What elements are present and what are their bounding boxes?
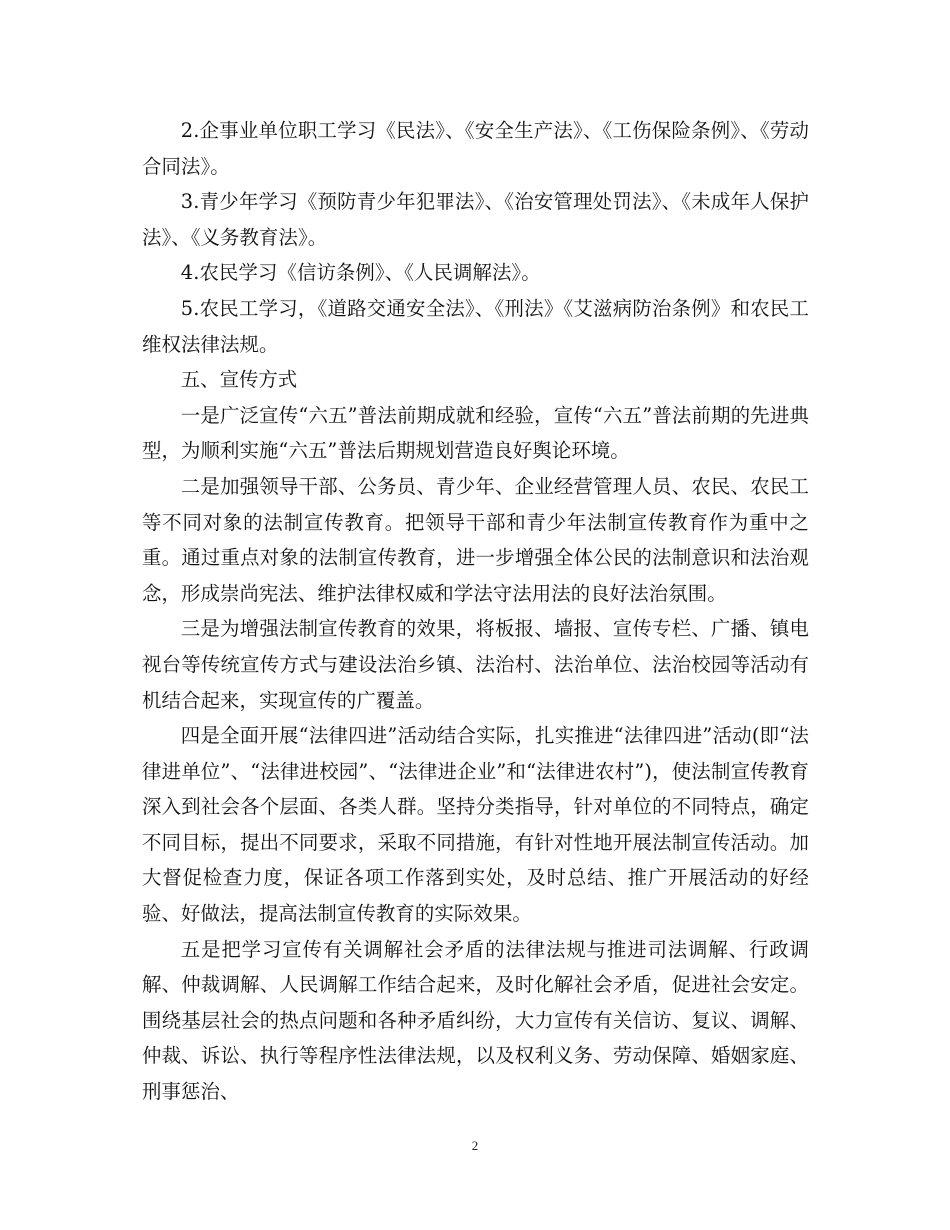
section-heading: 五、宣传方式 xyxy=(180,368,298,392)
list-item-youth: 3.青少年学习《预防青少年犯罪法》、《治安管理处罚法》、《未成年人保护法》、《义务教育法》。 xyxy=(142,190,809,249)
list-item-farmers: 4.农民学习《信访条例》、《人民调解法》。 xyxy=(180,261,541,285)
list-item-migrant-workers: 5.农民工学习，《道路交通安全法》、《刑法》《艾滋病防治条例》和农民工维权法律法规。 xyxy=(142,296,809,356)
list-item-workers: 2.企事业单位职工学习《民法》、《安全生产法》、《工伤保险条例》、《劳动合同法》。 xyxy=(142,119,809,178)
paragraph-5: 五是把学习宣传有关调解社会矛盾的法律法规与推进司法调解、行政调解、仲裁调解、人民调解工作结合起来，及时化解社会矛盾，促进社会安定。围绕基层社会的热点问题和各种矛盾纠纷，大力宣传有关信访、复议、调解、仲裁、诉讼、执行等程序性法律法规，以及权利义务、劳动保障、婚姻家庭、刑事惩治、 xyxy=(142,937,809,1104)
page-number: 2 xyxy=(471,1138,479,1153)
paragraph-2: 二是加强领导干部、公务员、青少年、企业经营管理人员、农民、农民工等不同对象的法制宣传教育。把领导干部和青少年法制宣传教育作为重中之重。通过重点对象的法制宣传教育，进一步增强全体公民的法制意识和法治观念，形成崇尚宪法、维护法律权威和学法守法用法的良好法治氛围。 xyxy=(142,474,809,605)
paragraph-1: 一是广泛宣传“六五”普法前期成就和经验，宣传“六五”普法前期的先进典型，为顺利实施“六五”普法后期规划营造良好舆论环境。 xyxy=(142,403,809,463)
paragraph-4: 四是全面开展“法律四进”活动结合实际，扎实推进“法律四进”活动(即“法律进单位”、“法律进校园”、“法律进企业”和“法律进农村”)，使法制宣传教育深入到社会各个层面、各类人群。坚持分类指导，针对单位的不同特点，确定不同目标，提出不同要求，采取不同措施，有针对性地开展法制宣传活动。加大督促检查力度，保证各项工作落到实处，及时总结、推广开展活动的好经验、好做法，提高法制宣传教育的实际效果。 xyxy=(142,724,809,926)
document-body xyxy=(142,113,809,1110)
paragraph-3: 三是为增强法制宣传教育的效果，将板报、墙报、宣传专栏、广播、镇电视台等传统宣传方式与建设法治乡镇、法治村、法治单位、法治校园等活动有机结合起来，实现宣传的广覆盖。 xyxy=(142,617,809,712)
